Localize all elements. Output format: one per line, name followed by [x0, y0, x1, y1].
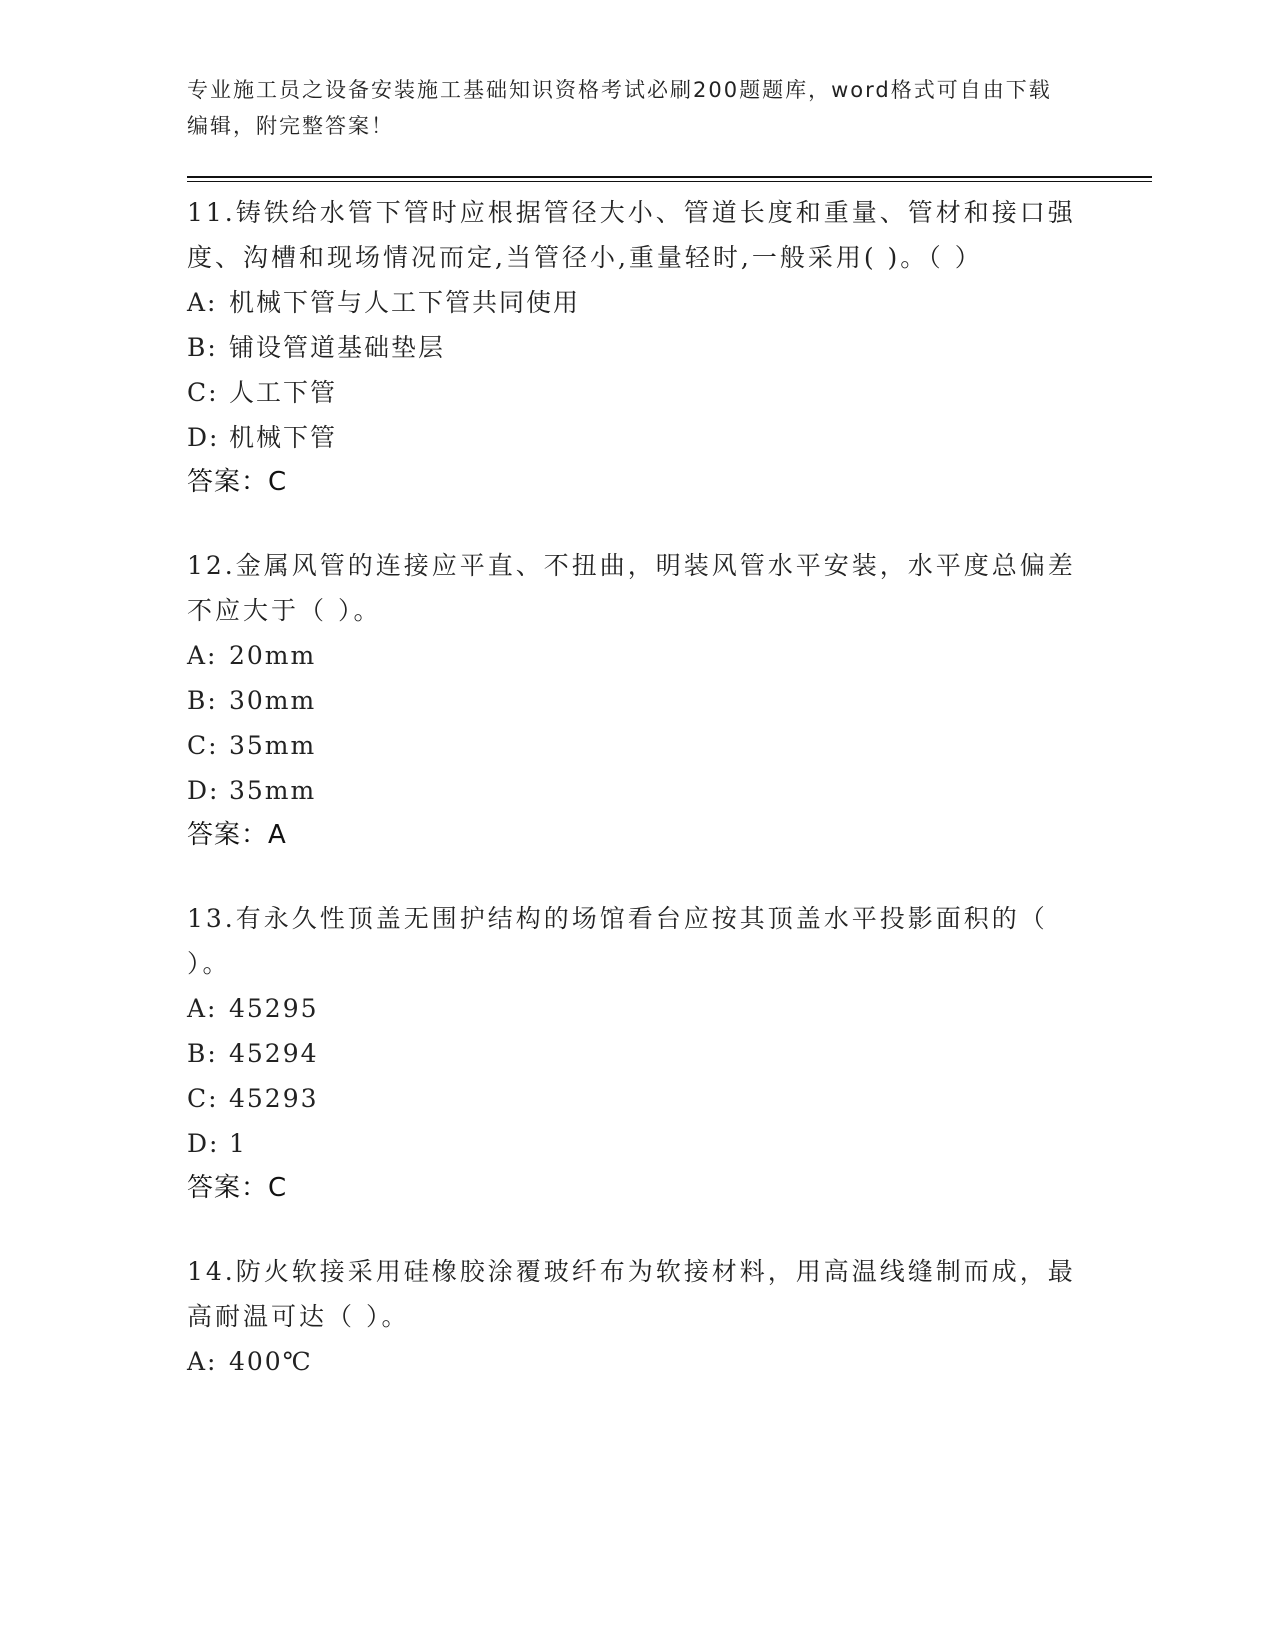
option-text: 人工下管 — [229, 378, 338, 407]
answer-line: 答案：C — [187, 1173, 288, 1203]
option-letter: B: — [187, 1039, 218, 1068]
option-a — [187, 1339, 1087, 1384]
option-letter: C: — [187, 1084, 219, 1113]
option-b — [187, 678, 1087, 723]
option-letter: D: — [187, 423, 220, 452]
option-b — [187, 325, 1087, 370]
option-c — [187, 370, 1087, 415]
question-12 — [187, 543, 1087, 858]
option-b — [187, 1031, 1087, 1076]
option-letter: B: — [187, 686, 218, 715]
option-a — [187, 633, 1087, 678]
option-text: 400℃ — [229, 1347, 313, 1376]
answer-line: 答案：A — [187, 820, 287, 850]
question-list — [187, 190, 1087, 1422]
question-11 — [187, 190, 1087, 505]
question-stem: 13.有永久性顶盖无围护结构的场馆看台应按其顶盖水平投影面积的（ ）。 — [187, 904, 1048, 978]
option-text: 45294 — [229, 1039, 319, 1068]
option-a — [187, 280, 1087, 325]
option-letter: A: — [187, 288, 218, 317]
option-letter: B: — [187, 333, 218, 362]
option-text: 35mm — [229, 731, 317, 760]
option-c — [187, 723, 1087, 768]
option-d — [187, 768, 1087, 813]
option-text: 机械下管与人工下管共同使用 — [229, 288, 581, 317]
answer-line: 答案：C — [187, 467, 288, 497]
option-a — [187, 986, 1087, 1031]
option-d — [187, 415, 1087, 460]
option-text: 45293 — [229, 1084, 319, 1113]
question-stem: 11.铸铁给水管下管时应根据管径大小、管道长度和重量、管材和接口强度、沟槽和现场情况而定,当管径小,重量轻时,一般采用( )。（ ） — [187, 198, 1076, 272]
option-text: 机械下管 — [229, 423, 338, 452]
option-text: 1 — [229, 1129, 247, 1158]
option-letter: A: — [187, 641, 218, 670]
question-13 — [187, 896, 1087, 1211]
option-letter: C: — [187, 378, 219, 407]
option-c — [187, 1076, 1087, 1121]
header-rule-thick — [187, 176, 1152, 178]
option-letter: D: — [187, 776, 220, 805]
option-text: 20mm — [229, 641, 317, 670]
document-header: 专业施工员之设备安装施工基础知识资格考试必刷200题题库，word格式可自由下载编辑，附完整答案！ — [187, 78, 1052, 138]
option-letter: A: — [187, 1347, 218, 1376]
question-stem: 12.金属风管的连接应平直、不扭曲，明装风管水平安装，水平度总偏差不应大于（ ）。 — [187, 551, 1076, 625]
option-d — [187, 1121, 1087, 1166]
header-rule-thin — [187, 181, 1152, 182]
option-letter: A: — [187, 994, 218, 1023]
option-letter: D: — [187, 1129, 220, 1158]
question-stem: 14.防火软接采用硅橡胶涂覆玻纤布为软接材料，用高温线缝制而成，最高耐温可达（ ）。 — [187, 1257, 1076, 1331]
option-text: 30mm — [229, 686, 317, 715]
question-14 — [187, 1249, 1087, 1384]
option-text: 铺设管道基础垫层 — [229, 333, 446, 362]
option-text: 45295 — [229, 994, 319, 1023]
option-text: 35mm — [229, 776, 317, 805]
option-letter: C: — [187, 731, 219, 760]
